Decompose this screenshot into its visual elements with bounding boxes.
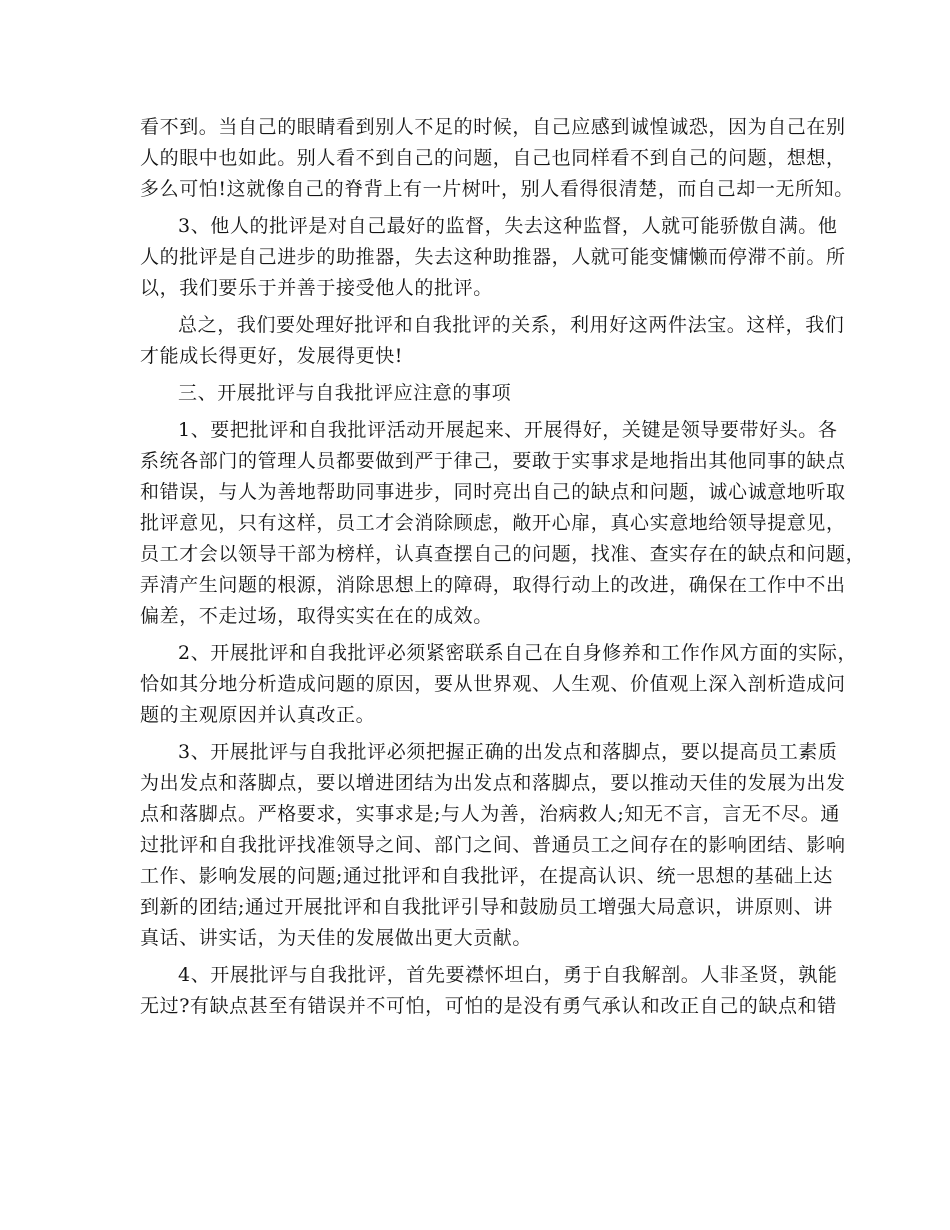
text-line: 以，我们要乐于并善于接受他人的批评。	[140, 277, 493, 299]
text-line: 看不到。当自己的眼睛看到别人不足的时候，自己应感到诚惶诚恐，因为自己在别	[140, 116, 846, 138]
text-line: 偏差，不走过场，取得实实在在的成效。	[140, 605, 493, 627]
document-body	[140, 112, 866, 1022]
text-line: 人的批评是自己进步的助推器，失去这种助推器，人就可能变慵懒而停滞不前。所	[140, 246, 846, 268]
text-line: 过批评和自我批评找准领导之间、部门之间、普通员工之间存在的影响团结、影响	[140, 834, 846, 856]
text-line: 总之，我们要处理好批评和自我批评的关系，利用好这两件法宝。这样，我们	[178, 314, 845, 336]
text-line: 到新的团结;通过开展批评和自我批评引导和鼓励员工增强大局意识，讲原则、讲	[140, 896, 834, 918]
text-line: 无过?有缺点甚至有错误并不可怕，可怕的是没有勇气承认和改正自己的缺点和错	[140, 995, 837, 1017]
text-line: 批评意见，只有这样，员工才会消除顾虑，敞开心扉，真心实意地给领导提意见，	[140, 512, 846, 534]
text-line: 系统各部门的管理人员都要做到严于律己，要敢于实事求是地指出其他同事的缺点	[140, 450, 846, 472]
text-line: 三、开展批评与自我批评应注意的事项	[178, 382, 512, 404]
text-line: 人的眼中也如此。别人看不到自己的问题，自己也同样看不到自己的问题，想想，	[140, 147, 846, 169]
text-line: 和错误，与人为善地帮助同事进步，同时亮出自己的缺点和问题，诚心诚意地听取	[140, 481, 846, 503]
text-line: 工作、影响发展的问题;通过批评和自我批评，在提高认识、统一思想的基础上达	[140, 865, 834, 887]
text-line: 3、开展批评与自我批评必须把握正确的出发点和落脚点，要以提高员工素质	[178, 741, 838, 763]
text-line: 员工才会以领导干部为榜样，认真查摆自己的问题，找准、查实存在的缺点和问题，	[140, 543, 866, 565]
text-line: 4、开展批评与自我批评，首先要襟怀坦白，勇于自我解剖。人非圣贤，孰能	[178, 964, 838, 986]
text-line: 为出发点和落脚点，要以增进团结为出发点和落脚点，要以推动天佳的发展为出发	[140, 772, 846, 794]
text-line: 题的主观原因并认真改正。	[140, 704, 376, 726]
text-line: 真话、讲实话，为天佳的发展做出更大贡献。	[140, 927, 533, 949]
text-line: 3、他人的批评是对自己最好的监督，失去这种监督，人就可能骄傲自满。他	[178, 215, 838, 237]
text-line: 1、要把批评和自我批评活动开展起来、开展得好，关键是领导要带好头。各	[178, 419, 838, 441]
text-line: 2、开展批评和自我批评必须紧密联系自己在自身修养和工作作风方面的实际，	[178, 642, 858, 664]
text-line: 点和落脚点。严格要求，实事求是;与人为善，治病救人;知无不言，言无不尽。通	[140, 803, 841, 825]
text-line: 弄清产生问题的根源，消除思想上的障碍，取得行动上的改进，确保在工作中不出	[140, 574, 846, 596]
text-line: 才能成长得更好，发展得更快!	[140, 345, 404, 367]
text-line: 多么可怕!这就像自己的脊背上有一片树叶，别人看得很清楚，而自己却一无所知。	[140, 178, 854, 200]
text-line: 恰如其分地分析造成问题的原因，要从世界观、人生观、价值观上深入剖析造成问	[140, 673, 846, 695]
